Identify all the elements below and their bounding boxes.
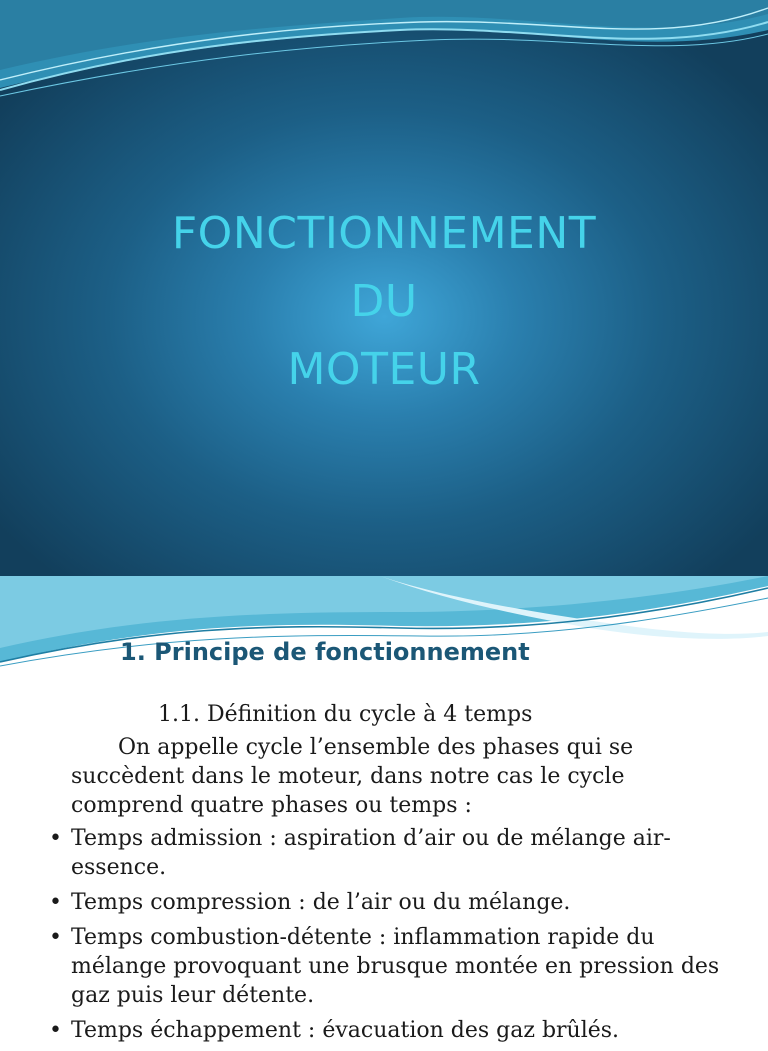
bullet-list xyxy=(0,824,768,1045)
list-item xyxy=(0,923,768,1010)
title-line-3: MOTEUR xyxy=(287,344,481,395)
bullet-text: Temps compression : de l’air ou du mélange. xyxy=(71,890,571,915)
bullet-dot: • xyxy=(49,826,62,851)
list-item xyxy=(0,888,768,917)
intro-paragraph: On appelle cycle l’ensemble des phases qui se succèdent dans le moteur, dans notre cas le cycle comprend quatre phases ou temps : xyxy=(71,735,634,818)
bullet-dot: • xyxy=(49,925,62,950)
list-item xyxy=(0,1016,768,1045)
list-item xyxy=(0,824,768,882)
decorative-waves-top xyxy=(0,0,768,110)
bullet-text: Temps échappement : évacuation des gaz brûlés. xyxy=(71,1018,620,1043)
content-slide xyxy=(0,576,768,1043)
section-heading: 1. Principe de fonctionnement xyxy=(120,638,530,666)
bullet-dot: • xyxy=(49,1018,62,1043)
body-text xyxy=(0,700,768,1051)
title-line-2: DU xyxy=(350,276,418,327)
subsection-heading: 1.1. Définition du cycle à 4 temps xyxy=(158,702,533,727)
bullet-dot: • xyxy=(49,890,62,915)
bullet-text: Temps combustion-détente : inflammation rapide du mélange provoquant une brusque montée en pression des gaz puis leur détente. xyxy=(71,925,720,1008)
slide-title xyxy=(0,200,768,404)
title-line-1: FONCTIONNEMENT xyxy=(171,208,597,259)
bullet-text: Temps admission : aspiration d’air ou de mélange air-essence. xyxy=(71,826,671,880)
